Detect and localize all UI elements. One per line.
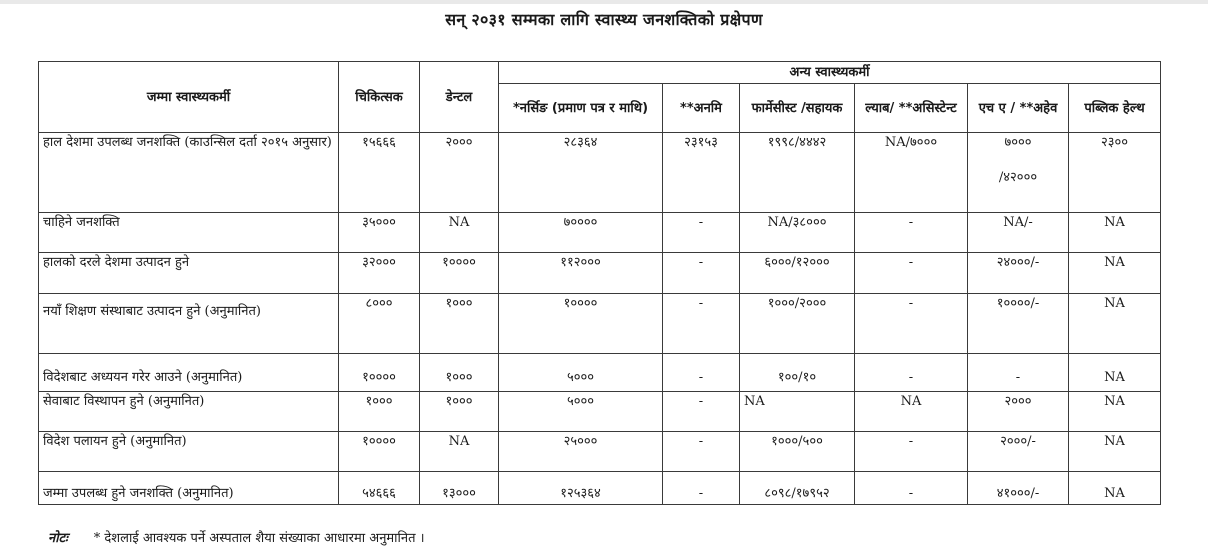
cell-public-health: NA bbox=[1069, 392, 1161, 432]
cell-public-health: NA bbox=[1069, 213, 1161, 253]
cell-public-health: NA bbox=[1069, 354, 1161, 392]
cell-pharmacist: ६०००/१२००० bbox=[740, 253, 855, 294]
cell-public-health: २३०० bbox=[1069, 133, 1161, 213]
header-nursing: *नर्सिङ (प्रमाण पत्र र माथि) bbox=[499, 84, 663, 133]
header-other-health-workers: अन्य स्वास्थ्यकर्मी bbox=[499, 62, 1161, 84]
cell-dental: १००० bbox=[420, 354, 499, 392]
cell-dental: १००० bbox=[420, 294, 499, 354]
table-row bbox=[39, 213, 1161, 253]
cell-doctor: ३५००० bbox=[339, 213, 420, 253]
cell-ha: १००००/- bbox=[968, 294, 1069, 354]
row-label: जम्मा उपलब्ध हुने जनशक्ति (अनुमानित) bbox=[39, 472, 339, 505]
table-row bbox=[39, 294, 1161, 354]
cell-public-health: NA bbox=[1069, 472, 1161, 505]
cell-lab: - bbox=[855, 432, 968, 472]
header-total-health-workers: जम्मा स्वास्थ्यकर्मी bbox=[39, 62, 339, 133]
cell-anm: २३१५३ bbox=[663, 133, 740, 213]
cell-anm: - bbox=[663, 432, 740, 472]
cell-ha-sub-value: /४२००० bbox=[998, 170, 1038, 185]
cell-nursing: १०००० bbox=[499, 294, 663, 354]
cell-doctor: १५६६६ bbox=[339, 133, 420, 213]
cell-ha bbox=[968, 133, 1069, 213]
cell-nursing: ७०००० bbox=[499, 213, 663, 253]
cell-dental: NA bbox=[420, 432, 499, 472]
row-label: हालको दरले देशमा उत्पादन हुने bbox=[39, 253, 339, 294]
row-label: हाल देशमा उपलब्ध जनशक्ति (काउन्सिल दर्ता २०१५ अनुसार) bbox=[39, 133, 339, 213]
cell-doctor: ३२००० bbox=[339, 253, 420, 294]
cell-nursing: २५००० bbox=[499, 432, 663, 472]
footnote bbox=[48, 528, 425, 546]
row-label: विदेशबाट अध्ययन गरेर आउने (अनुमानित) bbox=[39, 354, 339, 392]
table-row bbox=[39, 253, 1161, 294]
cell-ha: २०००/- bbox=[968, 432, 1069, 472]
cell-dental: २००० bbox=[420, 133, 499, 213]
cell-pharmacist: १०००/५०० bbox=[740, 432, 855, 472]
cell-pharmacist: NA bbox=[740, 392, 855, 432]
header-pharmacist: फार्मेसीस्ट /सहायक bbox=[740, 84, 855, 133]
cell-lab: NA bbox=[855, 392, 968, 432]
header-doctor: चिकित्सक bbox=[339, 62, 420, 133]
cell-doctor: १०००० bbox=[339, 432, 420, 472]
cell-lab: NA/७००० bbox=[855, 133, 968, 213]
header-public-health: पब्लिक हेल्थ bbox=[1069, 84, 1161, 133]
cell-ha: ४१०००/- bbox=[968, 472, 1069, 505]
cell-pharmacist: NA/३८००० bbox=[740, 213, 855, 253]
cell-anm: - bbox=[663, 294, 740, 354]
cell-nursing: ५००० bbox=[499, 354, 663, 392]
cell-ha: २४०००/- bbox=[968, 253, 1069, 294]
cell-lab: - bbox=[855, 354, 968, 392]
cell-ha: २००० bbox=[968, 392, 1069, 432]
cell-anm: - bbox=[663, 472, 740, 505]
table-row bbox=[39, 354, 1161, 392]
cell-dental: १३००० bbox=[420, 472, 499, 505]
cell-anm: - bbox=[663, 354, 740, 392]
page-title: सन् २०३१ सम्मका लागि स्वास्थ्य जनशक्तिको प्रक्षेपण bbox=[445, 10, 763, 29]
header-lab-assistant: ल्याब/ **असिस्टेन्ट bbox=[855, 84, 968, 133]
cell-lab: - bbox=[855, 213, 968, 253]
cell-anm: - bbox=[663, 392, 740, 432]
cell-doctor: १०००० bbox=[339, 354, 420, 392]
cell-public-health: NA bbox=[1069, 253, 1161, 294]
cell-nursing: ५००० bbox=[499, 392, 663, 432]
header-ha-ahw: एच ए / **अहेव bbox=[968, 84, 1069, 133]
cell-anm: - bbox=[663, 213, 740, 253]
cell-public-health: NA bbox=[1069, 294, 1161, 354]
projection-table bbox=[38, 61, 1161, 505]
row-label: विदेश पलायन हुने (अनुमानित) bbox=[39, 432, 339, 472]
cell-ha: NA/- bbox=[968, 213, 1069, 253]
cell-nursing: १२५३६४ bbox=[499, 472, 663, 505]
cell-pharmacist: १००/१० bbox=[740, 354, 855, 392]
cell-pharmacist: १९९८/४४४२ bbox=[740, 133, 855, 213]
table-row bbox=[39, 392, 1161, 432]
table-row bbox=[39, 133, 1161, 213]
table-row bbox=[39, 432, 1161, 472]
cell-nursing: ११२००० bbox=[499, 253, 663, 294]
cell-ha: - bbox=[968, 354, 1069, 392]
header-anm: **अनमि bbox=[663, 84, 740, 133]
table-row bbox=[39, 472, 1161, 505]
footnote-text: * देशलाई आवश्यक पर्ने अस्पताल शैया संख्याका आधारमा अनुमानित । bbox=[93, 531, 425, 546]
cell-doctor: ८००० bbox=[339, 294, 420, 354]
cell-pharmacist: १०००/२००० bbox=[740, 294, 855, 354]
cell-doctor: ५४६६६ bbox=[339, 472, 420, 505]
top-strip bbox=[0, 0, 1208, 4]
row-label: सेवाबाट विस्थापन हुने (अनुमानित) bbox=[39, 392, 339, 432]
header-dental: डेन्टल bbox=[420, 62, 499, 133]
cell-public-health: NA bbox=[1069, 432, 1161, 472]
footnote-label: नोटः bbox=[48, 531, 68, 546]
row-label: नयाँ शिक्षण संस्थाबाट उत्पादन हुने (अनुमानित) bbox=[39, 294, 339, 354]
cell-dental: १०००० bbox=[420, 253, 499, 294]
cell-anm: - bbox=[663, 253, 740, 294]
cell-nursing: २८३६४ bbox=[499, 133, 663, 213]
cell-lab: - bbox=[855, 472, 968, 505]
cell-dental: १००० bbox=[420, 392, 499, 432]
cell-doctor: १००० bbox=[339, 392, 420, 432]
cell-ha-value: ७००० bbox=[1004, 135, 1032, 150]
cell-lab: - bbox=[855, 253, 968, 294]
row-label: चाहिने जनशक्ति bbox=[39, 213, 339, 253]
cell-pharmacist: ८०९८/१७९५२ bbox=[740, 472, 855, 505]
cell-dental: NA bbox=[420, 213, 499, 253]
cell-lab: - bbox=[855, 294, 968, 354]
